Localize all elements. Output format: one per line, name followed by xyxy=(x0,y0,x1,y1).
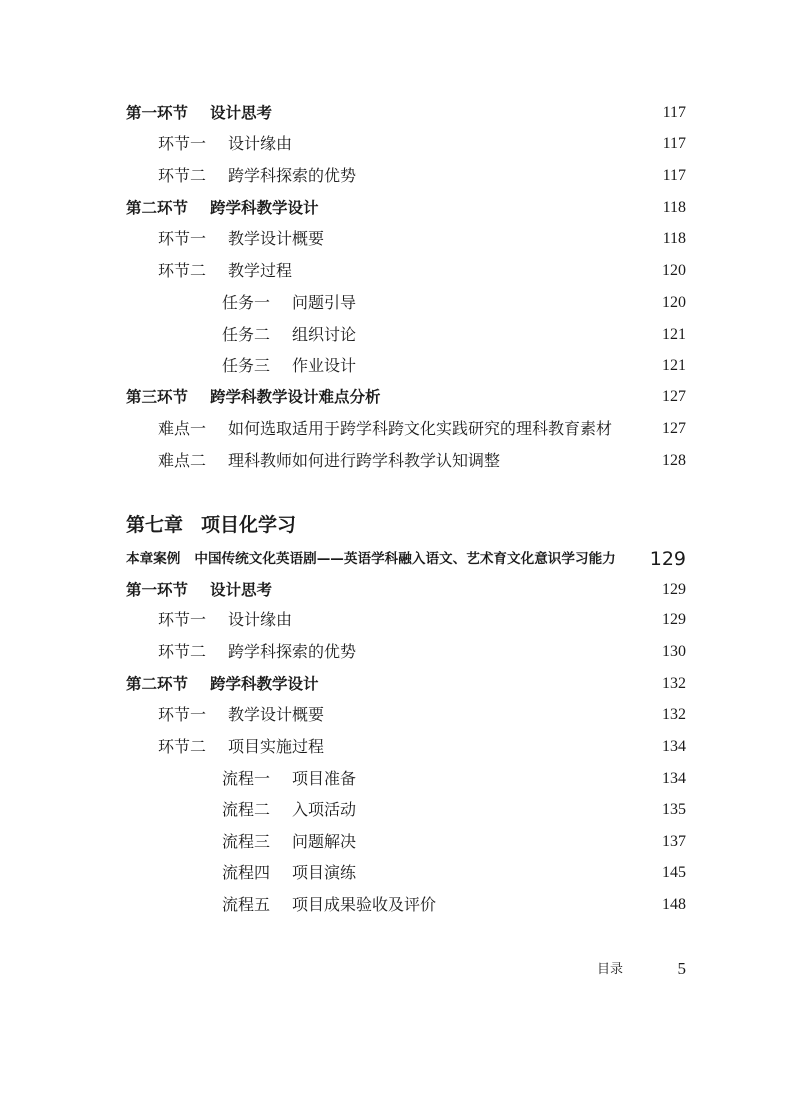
toc-entry-label xyxy=(158,447,500,475)
toc-entry-page: 137 xyxy=(662,833,686,850)
toc-entry-page: 129 xyxy=(662,611,686,628)
toc-entry-number: 难点一 xyxy=(158,419,207,438)
toc-entry-label xyxy=(158,162,356,190)
toc-entry-label xyxy=(222,321,356,349)
toc-entry-number: 任务一 xyxy=(222,293,271,312)
toc-entry-subsection[interactable] xyxy=(0,162,790,190)
toc-entry-number: 第三环节 xyxy=(126,388,189,406)
toc-entry-page: 134 xyxy=(662,770,686,787)
toc-entry-label xyxy=(158,638,356,666)
toc-entry-number: 流程三 xyxy=(222,832,271,851)
toc-entry-label xyxy=(158,701,324,729)
toc-entry-case[interactable] xyxy=(0,545,790,573)
toc-entry-label xyxy=(126,545,616,573)
toc-entry-page: 145 xyxy=(662,864,686,881)
toc-entry-number: 环节一 xyxy=(158,229,207,248)
toc-entry-number: 流程二 xyxy=(222,800,271,819)
toc-entry-page: 135 xyxy=(662,801,686,818)
toc-entry-task[interactable] xyxy=(0,352,790,380)
toc-entry-page: 118 xyxy=(662,230,686,247)
toc-entry-number: 第二环节 xyxy=(126,675,189,693)
toc-entry-task[interactable] xyxy=(0,765,790,793)
toc-entry-number: 环节一 xyxy=(158,134,207,153)
toc-entry-title: 教学设计概要 xyxy=(228,705,325,724)
toc-entry-page: 132 xyxy=(662,706,686,723)
toc-entry-title: 设计思考 xyxy=(210,581,273,599)
toc-entry-title: 如何选取适用于跨学科跨文化实践研究的理科教育素材 xyxy=(228,419,613,438)
toc-entry-page: 118 xyxy=(662,199,686,216)
toc-entry-task[interactable] xyxy=(0,796,790,824)
toc-entry-subsection[interactable] xyxy=(0,415,790,443)
toc-entry-title: 作业设计 xyxy=(292,356,357,375)
toc-entry-page: 117 xyxy=(662,167,686,184)
toc-entry-title: 跨学科教学设计 xyxy=(210,199,319,217)
toc-entry-number: 流程一 xyxy=(222,769,271,788)
toc-entry-page: 120 xyxy=(662,294,686,311)
toc-entry-page: 132 xyxy=(662,675,686,692)
toc-entry-chapter[interactable] xyxy=(0,509,790,541)
toc-entry-task[interactable] xyxy=(0,321,790,349)
toc-entry-page: 129 xyxy=(649,548,686,570)
toc-entry-number: 流程五 xyxy=(222,895,271,914)
toc-entry-label xyxy=(126,670,319,698)
toc-entry-section[interactable] xyxy=(0,576,790,604)
toc-entry-label xyxy=(222,859,356,887)
toc-entry-title: 项目化学习 xyxy=(201,514,297,536)
toc-entry-subsection[interactable] xyxy=(0,733,790,761)
toc-entry-label xyxy=(126,383,381,411)
toc-entry-number: 第一环节 xyxy=(126,104,189,122)
toc-entry-task[interactable] xyxy=(0,891,790,919)
toc-entry-title: 中国传统文化英语剧——英语学科融入语文、艺术育文化意识学习能力 xyxy=(194,551,616,567)
footer-page-number: 5 xyxy=(677,959,686,978)
toc-entry-title: 跨学科教学设计 xyxy=(210,675,319,693)
toc-entry-title: 项目准备 xyxy=(292,769,357,788)
toc-entry-label xyxy=(222,352,356,380)
toc-entry-title: 设计思考 xyxy=(210,104,273,122)
toc-entry-subsection[interactable] xyxy=(0,257,790,285)
toc-entry-title: 项目成果验收及评价 xyxy=(292,895,437,914)
toc-entry-section[interactable] xyxy=(0,194,790,222)
toc-entry-label xyxy=(158,257,292,285)
toc-entry-label xyxy=(222,891,436,919)
toc-entry-subsection[interactable] xyxy=(0,130,790,158)
toc-entry-page: 121 xyxy=(662,357,686,374)
toc-entry-page: 134 xyxy=(662,738,686,755)
toc-entry-title: 项目实施过程 xyxy=(228,737,325,756)
toc-entry-label xyxy=(158,415,612,443)
toc-entry-page: 128 xyxy=(662,452,686,469)
toc-entry-section[interactable] xyxy=(0,383,790,411)
toc-entry-page: 127 xyxy=(662,420,686,437)
toc-entry-number: 环节二 xyxy=(158,166,207,185)
toc-entry-subsection[interactable] xyxy=(0,701,790,729)
toc-entry-title: 组织讨论 xyxy=(292,325,357,344)
toc-entry-number: 任务三 xyxy=(222,356,271,375)
toc-entry-page: 127 xyxy=(662,388,686,405)
toc-entry-label xyxy=(158,606,292,634)
toc-entry-label xyxy=(126,194,319,222)
toc-entry-label xyxy=(222,765,356,793)
toc-entry-number: 本章案例 xyxy=(126,551,181,567)
toc-entry-page: 117 xyxy=(662,104,686,121)
toc-entry-label xyxy=(126,576,272,604)
toc-entry-label xyxy=(222,796,356,824)
toc-entry-number: 第七章 xyxy=(126,514,184,536)
toc-entry-title: 跨学科探索的优势 xyxy=(228,166,357,185)
toc-entry-title: 问题引导 xyxy=(292,293,357,312)
toc-entry-title: 项目演练 xyxy=(292,863,357,882)
toc-entry-page: 120 xyxy=(662,262,686,279)
toc-entry-subsection[interactable] xyxy=(0,225,790,253)
toc-entry-page: 130 xyxy=(662,643,686,660)
toc-entry-number: 环节一 xyxy=(158,705,207,724)
toc-entry-number: 流程四 xyxy=(222,863,271,882)
toc-entry-title: 理科教师如何进行跨学科教学认知调整 xyxy=(228,451,501,470)
toc-entry-subsection[interactable] xyxy=(0,638,790,666)
toc-entry-label xyxy=(126,509,296,541)
toc-entry-task[interactable] xyxy=(0,859,790,887)
toc-entry-page: 129 xyxy=(662,581,686,598)
toc-entry-label xyxy=(158,130,292,158)
toc-entry-number: 环节二 xyxy=(158,261,207,280)
toc-entry-subsection[interactable] xyxy=(0,606,790,634)
toc-entry-title: 问题解决 xyxy=(292,832,357,851)
toc-entry-number: 第一环节 xyxy=(126,581,189,599)
toc-entry-title: 设计缘由 xyxy=(228,610,293,629)
toc-entry-label xyxy=(222,828,356,856)
toc-entry-title: 教学设计概要 xyxy=(228,229,325,248)
footer-section-label: 目录 xyxy=(597,962,624,977)
toc-entry-page: 148 xyxy=(662,896,686,913)
toc-entry-number: 环节一 xyxy=(158,610,207,629)
toc-entry-label xyxy=(158,225,324,253)
toc-entry-number: 任务二 xyxy=(222,325,271,344)
toc-entry-number: 难点二 xyxy=(158,451,207,470)
toc-entry-page: 117 xyxy=(662,135,686,152)
toc-entry-label xyxy=(158,733,324,761)
toc-entry-subsection[interactable] xyxy=(0,447,790,475)
toc-entry-number: 环节二 xyxy=(158,642,207,661)
toc-entry-title: 教学过程 xyxy=(228,261,293,280)
toc-entry-title: 设计缘由 xyxy=(228,134,293,153)
toc-entry-title: 跨学科探索的优势 xyxy=(228,642,357,661)
toc-entry-task[interactable] xyxy=(0,828,790,856)
toc-entry-page: 121 xyxy=(662,326,686,343)
toc-entry-section[interactable] xyxy=(0,99,790,127)
toc-entry-section[interactable] xyxy=(0,670,790,698)
toc-entry-title: 跨学科教学设计难点分析 xyxy=(210,388,381,406)
toc-entry-title: 入项活动 xyxy=(292,800,357,819)
toc-entry-task[interactable] xyxy=(0,289,790,317)
toc-entry-label xyxy=(222,289,356,317)
toc-entry-label xyxy=(126,99,272,127)
toc-entry-number: 第二环节 xyxy=(126,199,189,217)
toc-entry-number: 环节二 xyxy=(158,737,207,756)
